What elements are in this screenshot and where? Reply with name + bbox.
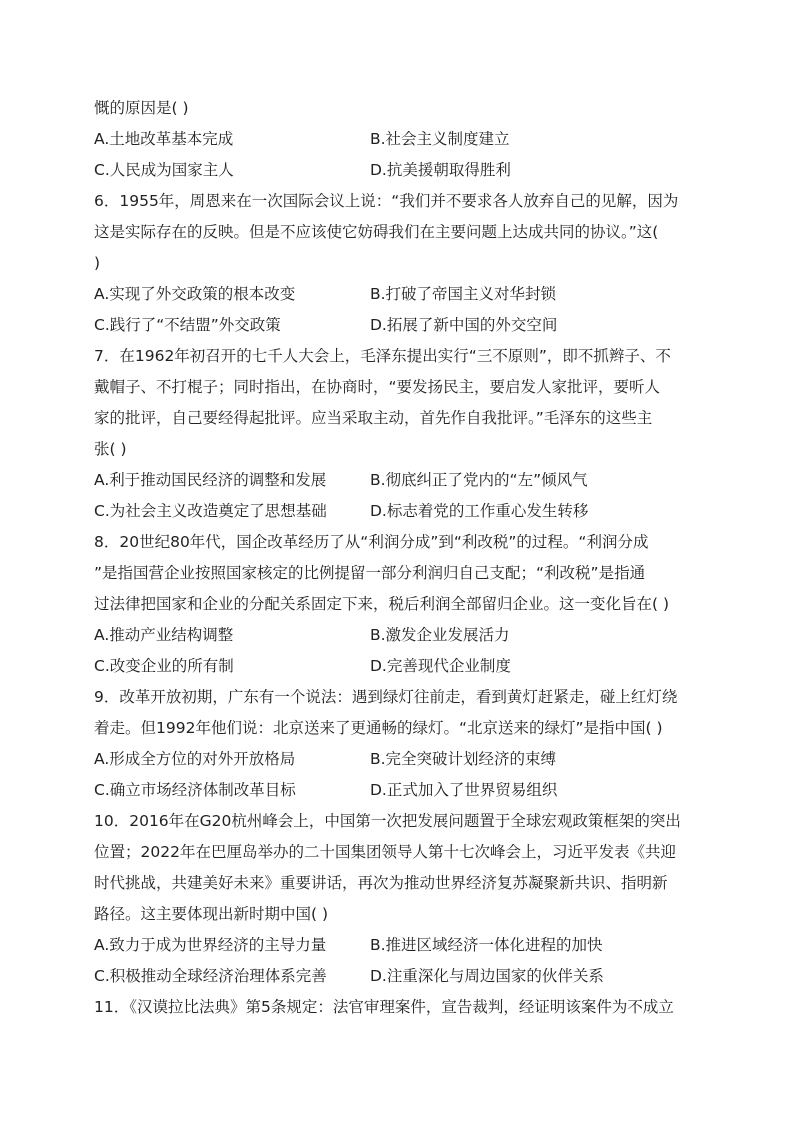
answer-option: C.人民成为国家主人 bbox=[94, 161, 234, 179]
answer-option: D.完善现代企业制度 bbox=[370, 657, 511, 675]
answer-option: D.注重深化与周边国家的伙伴关系 bbox=[370, 967, 604, 985]
answer-option: C.确立市场经济体制改革目标 bbox=[94, 781, 296, 799]
stem-line: 家的批评，自己要经得起批评。应当采取主动，首先作自我批评。”毛泽东的这些主 bbox=[94, 409, 653, 427]
answer-option: A.推动产业结构调整 bbox=[94, 626, 234, 644]
answer-option: B.彻底纠正了党内的“左”倾风气 bbox=[370, 471, 588, 489]
stem-line: ) bbox=[94, 254, 101, 272]
option-row bbox=[94, 124, 706, 155]
question-stem bbox=[94, 527, 706, 620]
stem-line: 时代挑战，共建美好未来》重要讲话，再次为推动世界经济复苏凝聚新共识、指明新 bbox=[94, 874, 668, 892]
option-row bbox=[94, 744, 706, 775]
option-row bbox=[94, 310, 706, 341]
answer-option: A.土地改革基本完成 bbox=[94, 130, 234, 148]
question-stem bbox=[94, 992, 706, 1023]
answer-option: D.正式加入了世界贸易组织 bbox=[370, 781, 558, 799]
answer-option: A.致力于成为世界经济的主导力量 bbox=[94, 936, 327, 954]
option-row bbox=[94, 496, 706, 527]
stem-line: 着走。但1992年他们说：北京送来了更通畅的绿灯。“北京送来的绿灯”是指中国( ) bbox=[94, 719, 663, 737]
stem-line: 过法律把国家和企业的分配关系固定下来，税后利润全部留归企业。这一变化旨在( ) bbox=[94, 595, 670, 613]
option-row bbox=[94, 465, 706, 496]
answer-option: C.改变企业的所有制 bbox=[94, 657, 234, 675]
question-stem bbox=[94, 806, 706, 930]
stem-line: 10．2016年在G20杭州峰会上，中国第一次把发展问题置于全球宏观政策框架的突出 bbox=[94, 812, 681, 830]
stem-line: 路径。这主要体现出新时期中国( ) bbox=[94, 905, 329, 923]
question-block bbox=[94, 527, 706, 682]
option-row bbox=[94, 620, 706, 651]
option-row bbox=[94, 155, 706, 186]
answer-option: B.打破了帝国主义对华封锁 bbox=[370, 285, 557, 303]
stem-line: 这是实际存在的反映。但是不应该使它妨碍我们在主要问题上达成共同的协议。”这( bbox=[94, 223, 659, 241]
question-stem bbox=[94, 682, 706, 744]
question-block bbox=[94, 682, 706, 806]
answer-option: A.形成全方位的对外开放格局 bbox=[94, 750, 296, 768]
stem-line: 慨的原因是( ) bbox=[94, 99, 189, 117]
answer-option: B.激发企业发展活力 bbox=[370, 626, 510, 644]
question-stem bbox=[94, 93, 706, 124]
answer-option: B.推进区域经济一体化进程的加快 bbox=[370, 936, 603, 954]
option-row bbox=[94, 930, 706, 961]
answer-option: D.拓展了新中国的外交空间 bbox=[370, 316, 558, 334]
question-block bbox=[94, 992, 706, 1023]
stem-line: 位置；2022年在巴厘岛举办的二十国集团领导人第十七次峰会上，习近平发表《共迎 bbox=[94, 843, 676, 861]
stem-line: 9．改革开放初期，广东有一个说法：遇到绿灯往前走，看到黄灯赶紧走，碰上红灯绕 bbox=[94, 688, 678, 706]
stem-line: ”是指国营企业按照国家核定的比例提留一部分利润归自己支配；“利改税”是指通 bbox=[94, 564, 646, 582]
answer-option: C.践行了“不结盟”外交政策 bbox=[94, 316, 281, 334]
option-row bbox=[94, 775, 706, 806]
answer-option: D.抗美援朝取得胜利 bbox=[370, 161, 511, 179]
option-row bbox=[94, 279, 706, 310]
question-stem bbox=[94, 186, 706, 279]
answer-option: D.标志着党的工作重心发生转移 bbox=[370, 502, 589, 520]
answer-option: B.社会主义制度建立 bbox=[370, 130, 510, 148]
stem-line: 8．20世纪80年代，国企改革经历了从“利润分成”到“利改税”的过程。“利润分成 bbox=[94, 533, 649, 551]
answer-option: A.利于推动国民经济的调整和发展 bbox=[94, 471, 327, 489]
question-block bbox=[94, 93, 706, 186]
stem-line: 7．在1962年初召开的七千人大会上，毛泽东提出实行“三不原则”，即不抓辫子、不 bbox=[94, 347, 671, 365]
stem-line: 张( ) bbox=[94, 440, 127, 458]
stem-line: 戴帽子、不打棍子；同时指出，在协商时，“要发扬民主，要启发人家批评，要听人 bbox=[94, 378, 661, 396]
exam-page bbox=[94, 93, 706, 1023]
option-row bbox=[94, 651, 706, 682]
option-row bbox=[94, 961, 706, 992]
stem-line: 11．《汉谟拉比法典》第5条规定：法官审理案件，宣告裁判，经证明该案件为不成立 bbox=[94, 998, 674, 1016]
answer-option: A.实现了外交政策的根本改变 bbox=[94, 285, 296, 303]
question-block bbox=[94, 341, 706, 527]
stem-line: 6．1955年，周恩来在一次国际会议上说：“我们并不要求各人放弃自己的见解，因为 bbox=[94, 192, 679, 210]
question-block bbox=[94, 806, 706, 992]
answer-option: C.积极推动全球经济治理体系完善 bbox=[94, 967, 327, 985]
answer-option: C.为社会主义改造奠定了思想基础 bbox=[94, 502, 327, 520]
question-stem bbox=[94, 341, 706, 465]
question-block bbox=[94, 186, 706, 341]
answer-option: B.完全突破计划经济的束缚 bbox=[370, 750, 557, 768]
